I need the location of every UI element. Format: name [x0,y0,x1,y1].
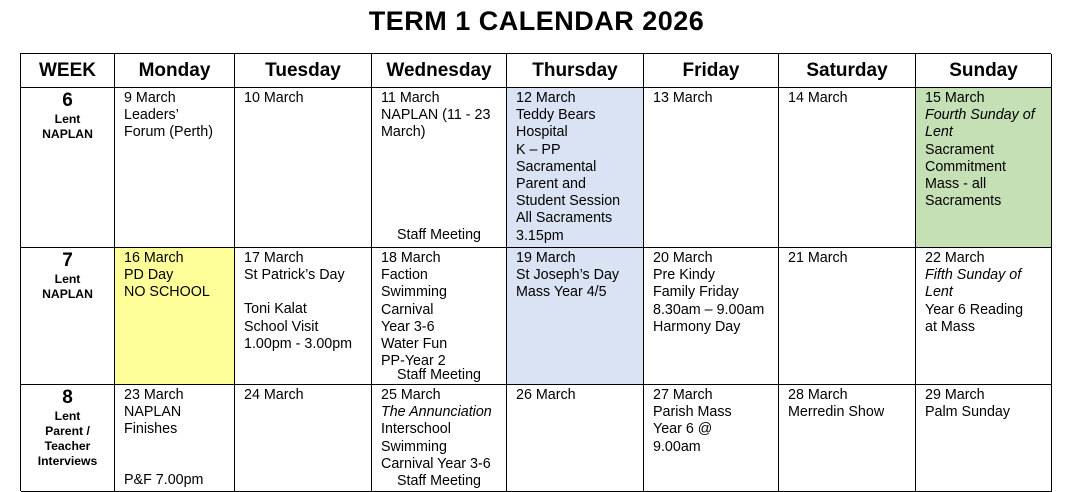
header-monday: Monday [115,54,235,88]
event-text: School Visit [244,318,319,335]
event-text: Pre Kindy [653,267,715,284]
event-text: at Mass [925,318,976,335]
day-cell-monday [115,88,235,248]
liturgy-text: Lent [925,284,953,301]
event-text: Swimming [381,438,447,455]
day-cell-sunday [916,248,1052,385]
event-text: 3.15pm [516,227,564,244]
event-text: Sacraments [925,193,1002,210]
week-label: Lent [54,272,81,286]
date-label: 11 March [381,90,440,106]
liturgy-text: Lent [925,124,953,141]
date-label: 18 March [381,250,441,266]
date-label: 12 March [516,90,576,106]
event-text: March) [381,124,426,141]
event-text: Water Fun [381,336,448,353]
event-text: NAPLAN (11 - 23 [381,107,491,124]
date-label: 25 March [381,387,441,403]
day-cell-saturday [779,88,916,248]
week-cell [21,385,115,492]
header-friday: Friday [644,54,779,88]
week-cell [21,88,115,248]
week-label: NAPLAN [42,287,93,301]
event-text: Carnival [381,301,434,318]
date-label: 9 March [124,90,176,106]
date-label: 26 March [516,387,576,403]
event-text: K – PP [516,141,561,158]
date-label: 21 March [788,250,848,266]
event-text: Carnival Year 3-6 [381,455,491,472]
date-label: 19 March [516,250,576,266]
event-text: St Patrick’s Day [244,267,345,284]
week-label: Lent [54,112,81,126]
event-text: Leaders’ [124,107,179,124]
day-cell-monday [115,248,235,385]
calendar-table [20,53,1051,491]
date-label: 14 March [788,90,848,106]
day-cell-thursday [507,248,644,385]
date-label: 13 March [653,90,713,106]
day-cell-monday [115,385,235,492]
day-cell-friday [644,248,779,385]
date-label: 27 March [653,387,713,403]
liturgy-text: Fourth Sunday of [925,107,1035,124]
date-label: 16 March [124,250,184,266]
pf-meeting-note: P&F 7.00pm [124,471,204,488]
date-label: 15 March [925,90,985,106]
week-label: Lent [54,409,81,423]
day-cell-saturday [779,248,916,385]
event-text: NO SCHOOL [124,284,210,301]
event-text: Finishes [124,421,178,438]
staff-meeting-note: Staff Meeting [397,226,481,243]
header-week: WEEK [21,54,115,88]
day-cell-wednesday [372,248,507,385]
header-thursday: Thursday [507,54,644,88]
event-text: Commitment [925,158,1007,175]
event-text: Year 6 @ [653,421,713,438]
event-text: Year 3-6 [381,318,435,335]
event-text: 8.30am – 9.00am [653,301,765,318]
event-text: All Sacraments [516,210,613,227]
staff-meeting-note: Staff Meeting [397,366,481,383]
liturgy-text: Fifth Sunday of [925,267,1022,284]
event-text: PD Day [124,267,174,284]
date-label: 10 March [244,90,304,106]
header-sunday: Sunday [916,54,1052,88]
header-tuesday: Tuesday [235,54,372,88]
day-cell-tuesday [235,385,372,492]
week-label: Interviews [37,454,98,468]
day-cell-thursday [507,385,644,492]
event-text: Hospital [516,124,568,141]
week-label: Parent / [45,424,90,438]
event-text: Sacrament [925,141,995,158]
event-text: Harmony Day [653,318,741,335]
day-cell-sunday [916,88,1052,248]
date-label: 28 March [788,387,848,403]
event-text: Mass Year 4/5 [516,284,607,301]
week-number: 8 [62,387,73,408]
day-cell-wednesday [372,88,507,248]
week-cell [21,248,115,385]
header-wednesday: Wednesday [372,54,507,88]
event-text: 9.00am [653,438,701,455]
date-label: 29 March [925,387,985,403]
event-text: 1.00pm - 3.00pm [244,335,353,352]
event-text: Sacramental [516,158,597,175]
day-cell-sunday [916,385,1052,492]
event-text: Student Session [516,193,621,210]
date-label: 24 March [244,387,304,403]
event-text: Swimming [381,284,447,301]
date-label: 23 March [124,387,184,403]
event-text: Faction [381,267,428,284]
event-text: Palm Sunday [925,404,1011,421]
page-title: TERM 1 CALENDAR 2026 [368,6,705,36]
event-text: St Joseph’s Day [516,267,620,284]
day-cell-tuesday [235,248,372,385]
event-text: Parent and [516,176,586,193]
day-cell-tuesday [235,88,372,248]
day-cell-friday [644,88,779,248]
event-text: Toni Kalat [244,301,307,318]
staff-meeting-note: Staff Meeting [397,472,481,489]
day-cell-thursday [507,88,644,248]
week-number: 7 [62,250,73,271]
event-text: PP-Year 2 [381,353,446,370]
event-text: Parish Mass [653,404,732,421]
spacer [244,284,371,301]
date-label: 20 March [653,250,713,266]
event-text: Teddy Bears [516,107,596,124]
day-cell-saturday [779,385,916,492]
header-saturday: Saturday [779,54,916,88]
week-label: Teacher [44,439,91,453]
event-text: Year 6 Reading [925,301,1024,318]
day-cell-friday [644,385,779,492]
event-text: NAPLAN [124,404,182,421]
date-label: 22 March [925,250,985,266]
week-number: 6 [62,90,73,111]
event-text: Forum (Perth) [124,124,213,141]
event-text: Interschool [381,421,451,438]
event-text: Merredin Show [788,404,885,421]
event-text: Family Friday [653,284,739,301]
date-label: 17 March [244,250,304,266]
event-text: Mass - all [925,176,987,193]
day-cell-wednesday [372,385,507,492]
week-label: NAPLAN [42,127,93,141]
liturgy-text: The Annunciation [381,404,492,421]
